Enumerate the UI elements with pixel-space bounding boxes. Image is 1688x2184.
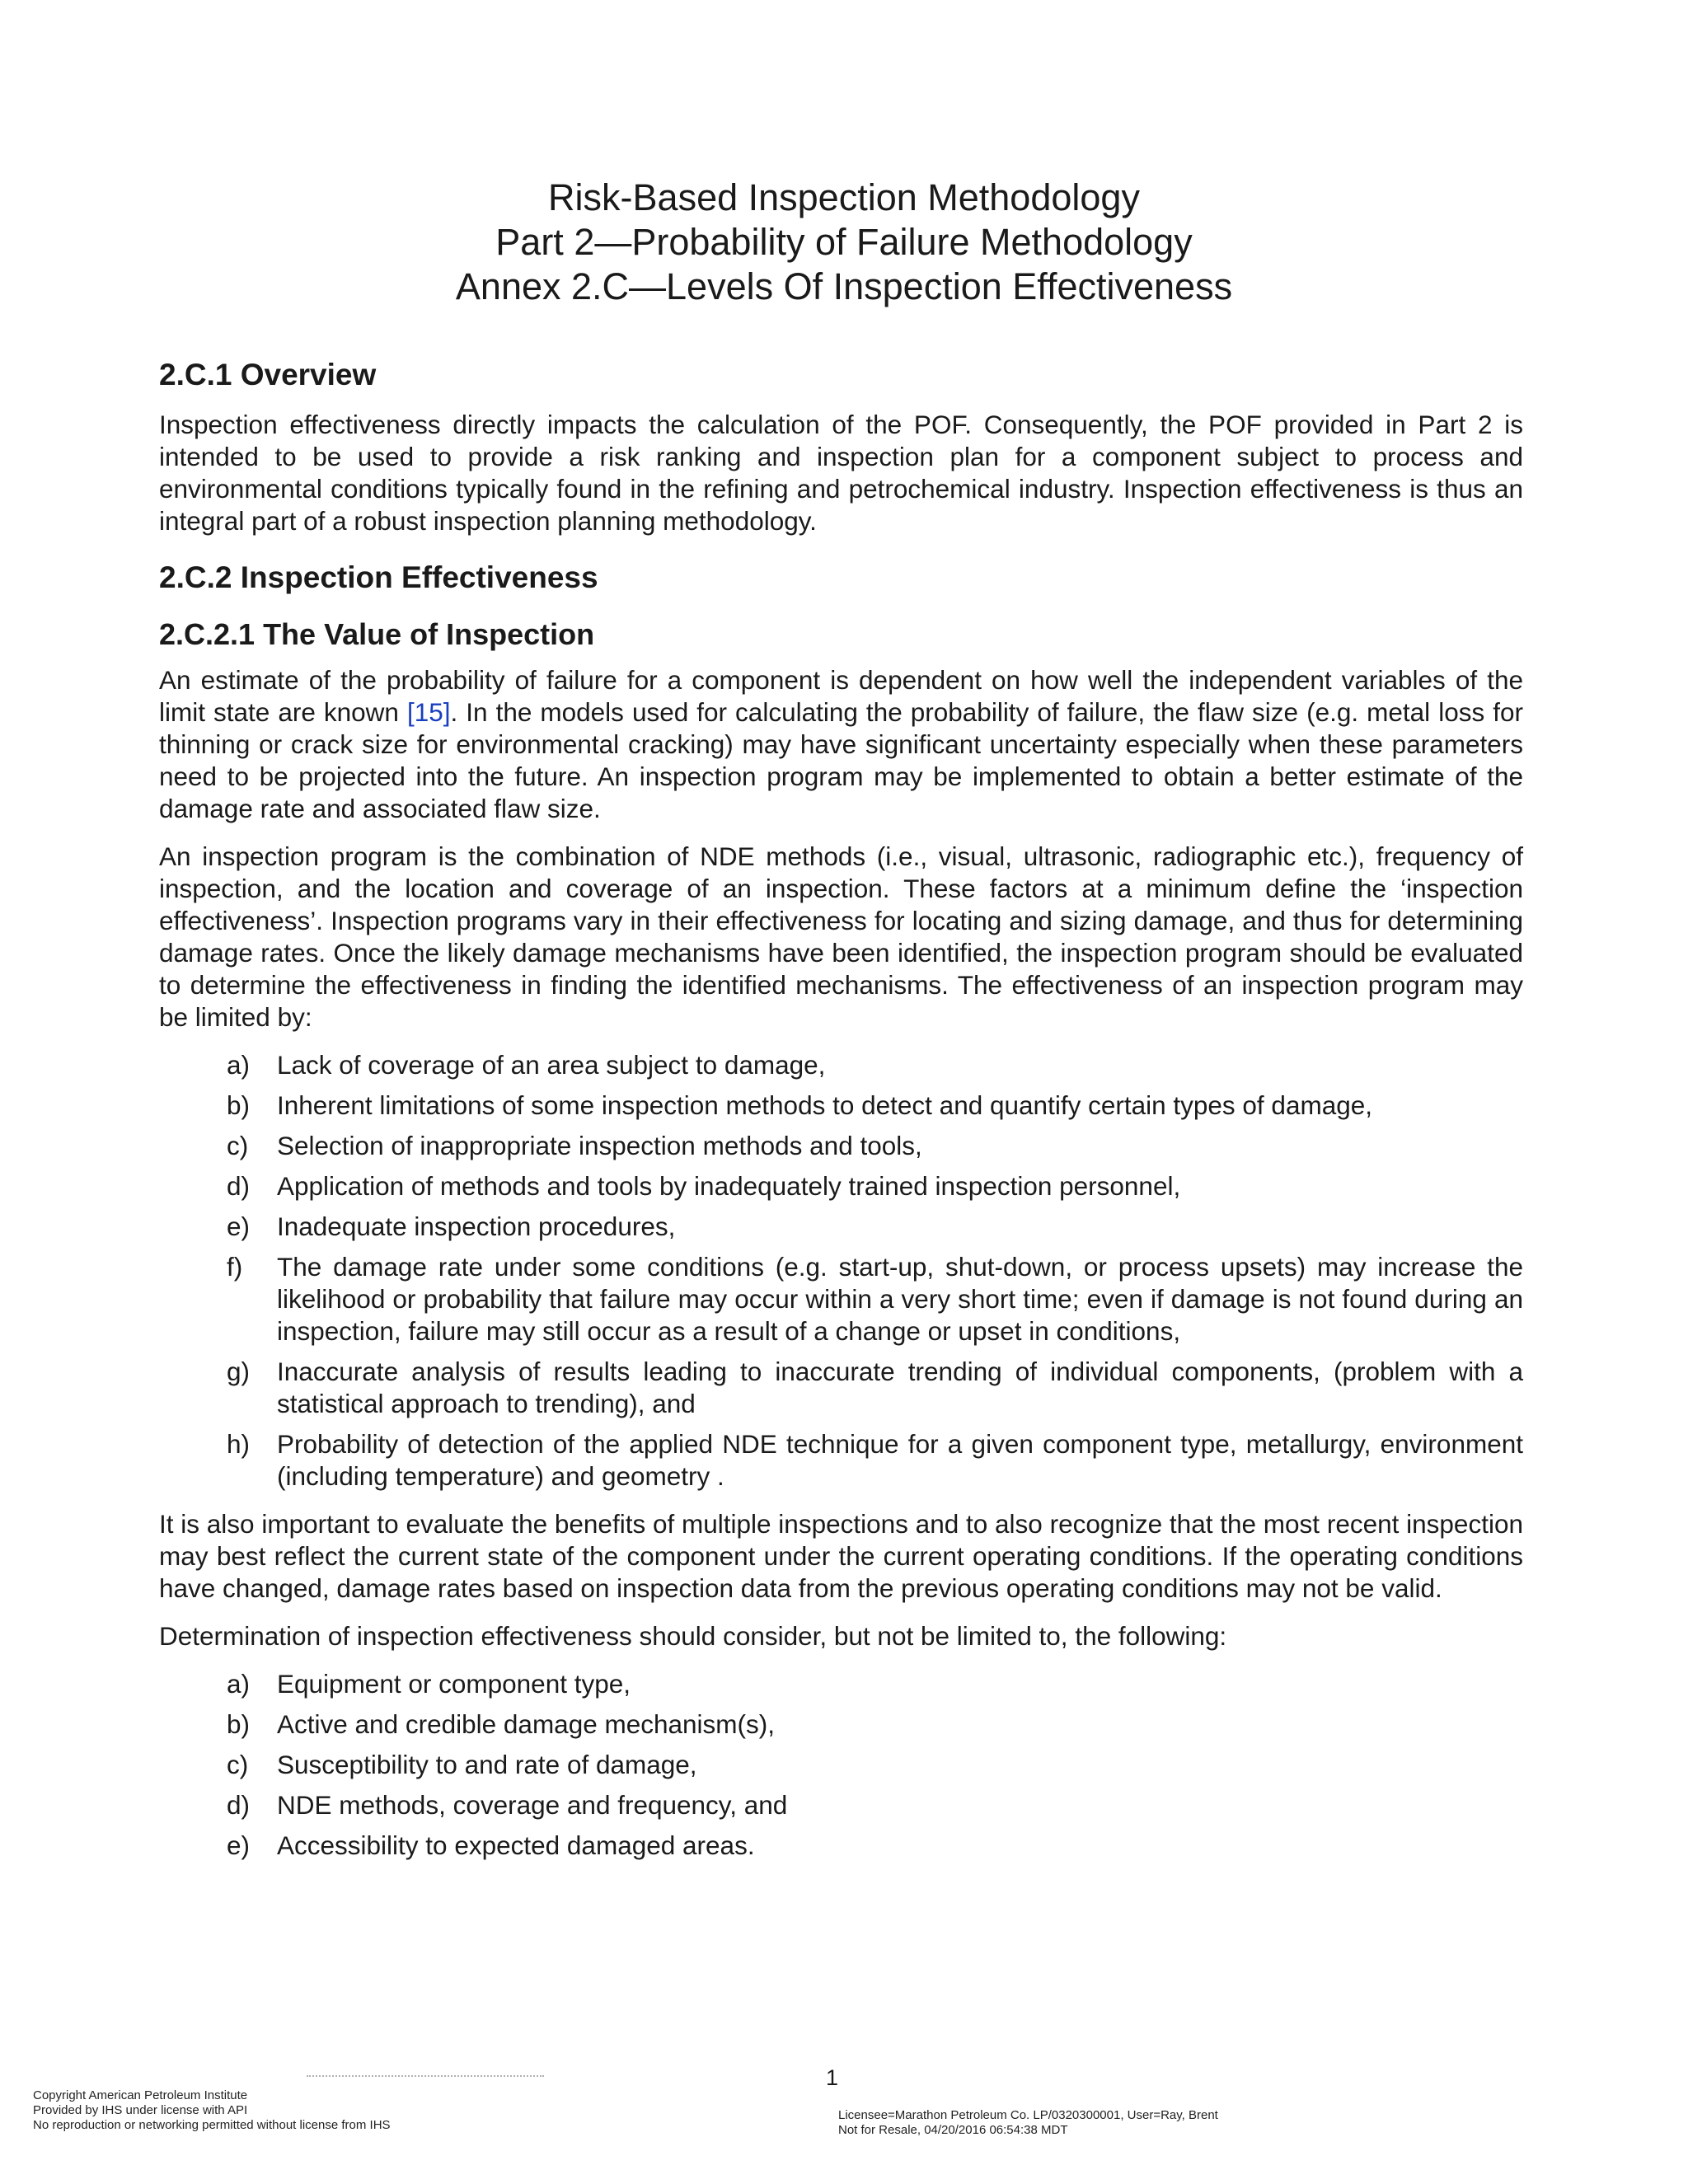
list-marker: a) <box>227 1669 251 1699</box>
value-paragraph-2: An inspection program is the combination of NDE methods (i.e., visual, ultrasonic, radiographic etc.), frequency of inspection, and the location and coverage of an inspection. These factors at a minimum define the ‘inspection effectiveness’. Inspection programs vary in their effectiveness for locating and sizing damage, and thus for determining damage rates. Once the likely damage mechanisms have been identified, the inspection program should be evaluated to determine the effectiveness in finding the identified mechanisms. The effectiveness of an inspection program may be limited by: <box>159 841 1523 1032</box>
list-item <box>159 1251 1523 1347</box>
list-marker: h) <box>227 1429 251 1459</box>
document-title <box>0 176 1688 309</box>
list-marker: c) <box>227 1750 249 1779</box>
list-item-text: Susceptibility to and rate of damage, <box>277 1750 697 1779</box>
list-marker: a) <box>227 1050 251 1080</box>
section-heading-overview: 2.C.1 Overview <box>159 358 377 391</box>
list-item-text: Inaccurate analysis of results leading to inaccurate trending of individual components, (problem with a statistical approach to trending), and <box>277 1357 1523 1418</box>
copyright-line-1: Copyright American Petroleum Institute <box>33 2088 248 2102</box>
overview-paragraph: Inspection effectiveness directly impacts the calculation of the POF. Consequently, the POF provided in Part 2 is intended to be used to provide a risk ranking and inspection plan for a component subject to process and environmental conditions typically found in the refining and petrochemical industry. Inspection effectiveness is thus an integral part of a robust inspection planning methodology. <box>159 410 1523 536</box>
value-paragraph-1-part-a: An estimate of the probability of failure for a component is dependent on how well the independent variables of the limit state are known <box>159 665 1523 727</box>
list-item <box>159 1708 1523 1741</box>
list-item <box>159 1049 1523 1081</box>
list-item <box>159 1428 1523 1493</box>
title-line-2: Part 2—Probability of Failure Methodology <box>495 221 1193 263</box>
value-paragraph-1-part-b: . In the models used for calculating the probability of failure, the flaw size (e.g. metal loss for thinning or crack size for environmental cracking) may have significant uncertainty especially when these parameters need to be projected into the future. An inspection program may be implemented to obtain a better estimate of the damage rate and associated flaw size. <box>159 697 1523 823</box>
list-marker: e) <box>227 1212 251 1241</box>
license-line-1: Licensee=Marathon Petroleum Co. LP/0320300001, User=Ray, Brent <box>838 2108 1218 2122</box>
considerations-list <box>159 1668 1523 1862</box>
list-item <box>159 1789 1523 1821</box>
list-item-text: Active and credible damage mechanism(s), <box>277 1709 776 1739</box>
list-item <box>159 1170 1523 1202</box>
list-item-text: Lack of coverage of an area subject to damage, <box>277 1050 826 1080</box>
value-paragraph-3: It is also important to evaluate the benefits of multiple inspections and to also recognize that the most recent inspection may best reflect the current state of the component under the current operating conditions. If the operating conditions have changed, damage rates based on inspection data from the previous operating conditions may not be valid. <box>159 1509 1523 1603</box>
list-marker: c) <box>227 1131 249 1160</box>
list-item-text: Selection of inappropriate inspection methods and tools, <box>277 1131 922 1160</box>
footer-copyright <box>33 2088 391 2133</box>
title-line-1: Risk-Based Inspection Methodology <box>548 176 1140 218</box>
list-item-text: Application of methods and tools by inadequately trained inspection personnel, <box>277 1171 1181 1201</box>
list-marker: d) <box>227 1790 251 1820</box>
license-line-2: Not for Resale, 04/20/2016 06:54:38 MDT <box>838 2123 1068 2137</box>
value-paragraph-4: Determination of inspection effectiveness should consider, but not be limited to, the following: <box>159 1621 1227 1651</box>
list-item-text: Inadequate inspection procedures, <box>277 1212 676 1241</box>
footer-dotted-rule <box>307 2070 544 2077</box>
list-item <box>159 1668 1523 1700</box>
list-item-text: Probability of detection of the applied NDE technique for a given component type, metallurgy, environment (including temperature) and geometry . <box>277 1429 1523 1491</box>
title-line-3: Annex 2.C—Levels Of Inspection Effectiveness <box>455 265 1233 307</box>
list-item <box>159 1356 1523 1420</box>
copyright-line-3: No reproduction or networking permitted without license from IHS <box>33 2118 391 2132</box>
list-item <box>159 1211 1523 1243</box>
list-item-text: Accessibility to expected damaged areas. <box>277 1830 755 1860</box>
list-item <box>159 1830 1523 1862</box>
list-item <box>159 1090 1523 1122</box>
footer-license <box>838 2108 1218 2138</box>
value-paragraph-1 <box>159 664 1523 825</box>
document-body <box>159 356 1523 1877</box>
list-item-text: The damage rate under some conditions (e.g. start-up, shut-down, or process upsets) may increase the likelihood or probability that failure may occur within a very short time; even if damage is not found during an inspection, failure may still occur as a result of a change or upset in conditions, <box>277 1252 1523 1346</box>
list-item-text: Equipment or component type, <box>277 1669 631 1699</box>
list-item <box>159 1749 1523 1781</box>
list-marker: b) <box>227 1709 251 1739</box>
list-item <box>159 1130 1523 1162</box>
section-heading-inspection-effectiveness: 2.C.2 Inspection Effectiveness <box>159 560 598 594</box>
list-marker: b) <box>227 1090 251 1120</box>
page-number: 1 <box>826 2065 839 2090</box>
reference-link-15[interactable]: [15] <box>406 697 451 727</box>
list-marker: d) <box>227 1171 251 1201</box>
list-item-text: NDE methods, coverage and frequency, and <box>277 1790 788 1820</box>
list-marker: g) <box>227 1357 251 1386</box>
subsection-heading-value-of-inspection: 2.C.2.1 The Value of Inspection <box>159 617 595 651</box>
copyright-line-2: Provided by IHS under license with API <box>33 2103 248 2117</box>
list-marker: f) <box>227 1252 243 1282</box>
limitations-list <box>159 1049 1523 1493</box>
list-marker: e) <box>227 1830 251 1860</box>
list-item-text: Inherent limitations of some inspection methods to detect and quantify certain types of damage, <box>277 1090 1373 1120</box>
